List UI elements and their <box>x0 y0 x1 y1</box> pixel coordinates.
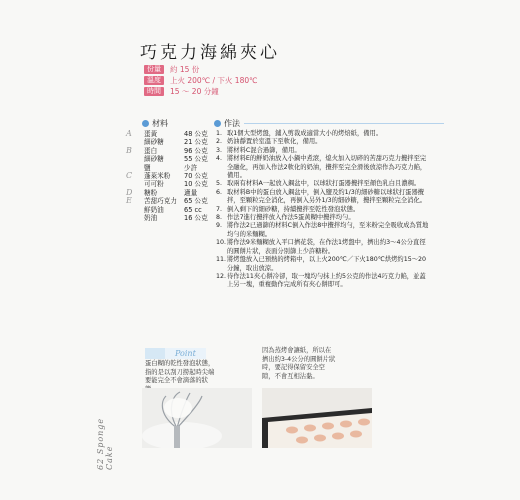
ingredient-row <box>144 164 208 172</box>
ingredient-name: 鮮奶油 <box>144 205 164 214</box>
ingredient-qty: 少許 <box>184 163 198 172</box>
ingredients-list <box>126 129 208 222</box>
ingredients-heading-text: 材料 <box>152 119 168 128</box>
ingredient-row <box>126 187 208 197</box>
meta-tag-servings: 份量 <box>144 65 164 74</box>
ingredients-bullet-icon <box>142 120 149 127</box>
meta-tag-time: 時間 <box>144 87 164 96</box>
meta-value-servings: 約 15 份 <box>170 65 200 74</box>
side-label <box>96 410 114 470</box>
steps-heading-text: 作法 <box>224 119 240 128</box>
step-number: 2. <box>216 138 223 146</box>
step-number: 4. <box>216 155 223 163</box>
step-number: 5. <box>216 180 223 188</box>
ingredient-row <box>144 138 208 146</box>
ingredient-qty: 48 公克 <box>184 130 208 138</box>
step-number: 8. <box>216 214 223 222</box>
point-label: Point <box>145 348 206 359</box>
point-text-left: 蛋白糊的乾性發泡狀態，指的是以刮刀撈起時尖端要能完全不會滴落的狀 <box>145 360 215 385</box>
step-text: 待作法11夾心餅冷卻，取一塊均勻抹上約5公克的作法4巧克力餡，並蓋上另一塊，重複動作完成所有夾心餅即可。 <box>227 272 426 289</box>
ingredient-name: 糖粉 <box>144 188 158 197</box>
step-item <box>216 138 431 146</box>
step-item <box>216 147 431 155</box>
ingredient-qty: 55 公克 <box>184 155 208 164</box>
meta-value-time: 15 ～ 20 分鐘 <box>170 87 219 96</box>
ingredient-row <box>126 145 208 155</box>
point-text-right: 因為蒸烤會讓紙，所以在擠出約3-4公分的圓餅片狀時，要記得保留安全空隙，不會互相沾黏。 <box>262 347 336 380</box>
meta-tag-temperature: 溫度 <box>144 76 164 85</box>
ingredient-group-mark: D <box>126 187 133 197</box>
step-number: 6. <box>216 188 223 196</box>
meta-time <box>144 86 258 97</box>
side-label-text: Sponge Cake <box>96 417 114 470</box>
ingredient-qty: 65 cc <box>184 205 202 214</box>
steps-bullet-icon <box>214 120 221 127</box>
ingredient-group-mark: A <box>126 129 132 138</box>
whisk-illustration <box>142 388 252 448</box>
ingredient-row <box>144 180 208 188</box>
ingredient-row <box>126 196 208 206</box>
ingredient-name: 可可粉 <box>144 180 164 189</box>
step-text: 將材料C混合過篩，備用。 <box>227 146 301 154</box>
step-text: 將作法9米麵糊放入平口擠花袋，在作法1烤盤中，擠出約3～4公分直徑的圓餅片狀，表面分別篩上少許糖粉。 <box>227 239 426 255</box>
page-number: 62 <box>96 457 105 470</box>
recipe-meta <box>144 64 258 97</box>
step-item <box>216 155 431 180</box>
ingredient-name: 細砂糖 <box>144 155 164 164</box>
step-text: 將材料E的鮮奶油放入小鍋中煮滾，熄火加入切碎的苦甜巧克力攪拌至完全融化，再加入作法2軟化的奶油，攪拌至完全滑後放涼作為巧克力餡，備用。 <box>227 155 427 180</box>
point-heading <box>145 348 206 359</box>
step-number: 11. <box>216 256 227 264</box>
whisk-photo <box>142 388 252 448</box>
ingredient-qty: 16 公克 <box>184 213 208 222</box>
ingredient-row <box>144 214 208 222</box>
step-item <box>216 206 431 214</box>
baking-tray-photo <box>262 388 372 448</box>
recipe-title: 巧克力海綿夾心 <box>140 43 280 63</box>
ingredient-qty: 70 公克 <box>184 171 208 180</box>
step-item <box>216 273 431 290</box>
meta-servings <box>144 64 258 75</box>
step-text: 取兩有材料A一起放入鋼盆中，以球狀打蛋器攪拌至顏色乳白且濃稠。 <box>227 180 421 188</box>
step-text: 倒入剩下的細砂糖，持續攪拌至乾性發泡狀態。 <box>227 205 360 213</box>
ingredient-name: 奶油 <box>144 213 158 222</box>
steps-list <box>216 130 431 290</box>
ingredient-group-mark: B <box>126 145 132 155</box>
ingredient-qty: 10 公克 <box>184 180 208 189</box>
ingredient-group-mark: C <box>126 170 133 180</box>
steps-heading-rule <box>244 123 444 124</box>
step-number: 12. <box>216 272 227 280</box>
steps-heading <box>214 118 444 129</box>
ingredients-heading <box>142 118 168 129</box>
ingredient-group-mark: E <box>126 196 132 206</box>
step-number: 9. <box>216 222 223 230</box>
ingredient-name: 蓬萊米粉 <box>144 171 171 180</box>
step-text: 取1個大型烤盤，鋪入剪裁成適當大小的烤焙紙，備用。 <box>227 130 383 137</box>
step-number: 3. <box>216 146 223 154</box>
step-item <box>216 189 431 206</box>
step-text: 將作法2已過篩的材料C倒入作法8中攪拌均勻，至米粉完全吸收成為質地均勻的米麵糊。 <box>227 222 429 238</box>
ingredient-qty: 65 公克 <box>184 197 208 206</box>
ingredient-name: 蛋白 <box>144 146 158 155</box>
step-item <box>216 256 431 273</box>
step-number: 10. <box>216 239 227 247</box>
ingredient-name: 細砂糖 <box>144 138 164 147</box>
step-text: 奶油靜置於室溫下至軟化，備用。 <box>227 138 322 146</box>
step-text: 取材料B中的蛋白放入鋼盆中，倒入鹽及約1/3的細砂糖以球狀打蛋器攪拌，至顆粒完全消化，再倒入另外1/3的細砂糖，攪拌至顆粒完全消化。 <box>227 188 427 205</box>
step-item <box>216 239 431 256</box>
ingredient-row <box>144 206 208 214</box>
step-item <box>216 180 431 188</box>
meta-value-temperature: 上火 200℃ / 下火 180℃ <box>170 76 258 85</box>
ingredient-qty: 適量 <box>184 188 198 197</box>
ingredient-qty: 96 公克 <box>184 146 208 155</box>
step-number: 7. <box>216 205 223 213</box>
step-number: 1. <box>216 130 223 137</box>
ingredient-name: 蛋黃 <box>144 130 158 138</box>
ingredient-row <box>144 155 208 163</box>
meta-temperature <box>144 75 258 86</box>
step-text: 將烤盤放入已預熱的烤箱中，以上火200℃／下火180℃烘烤約15～20分鐘，取出放涼。 <box>227 256 427 272</box>
ingredient-name: 鹽 <box>144 163 151 172</box>
ingredient-qty: 21 公克 <box>184 138 208 147</box>
ingredient-name: 苦甜巧克力 <box>144 197 177 206</box>
baking-tray-illustration <box>262 388 372 448</box>
step-text: 作法7進行攪拌放入作法5蛋黃糊中攪拌均勻。 <box>227 214 355 222</box>
step-item <box>216 222 431 239</box>
